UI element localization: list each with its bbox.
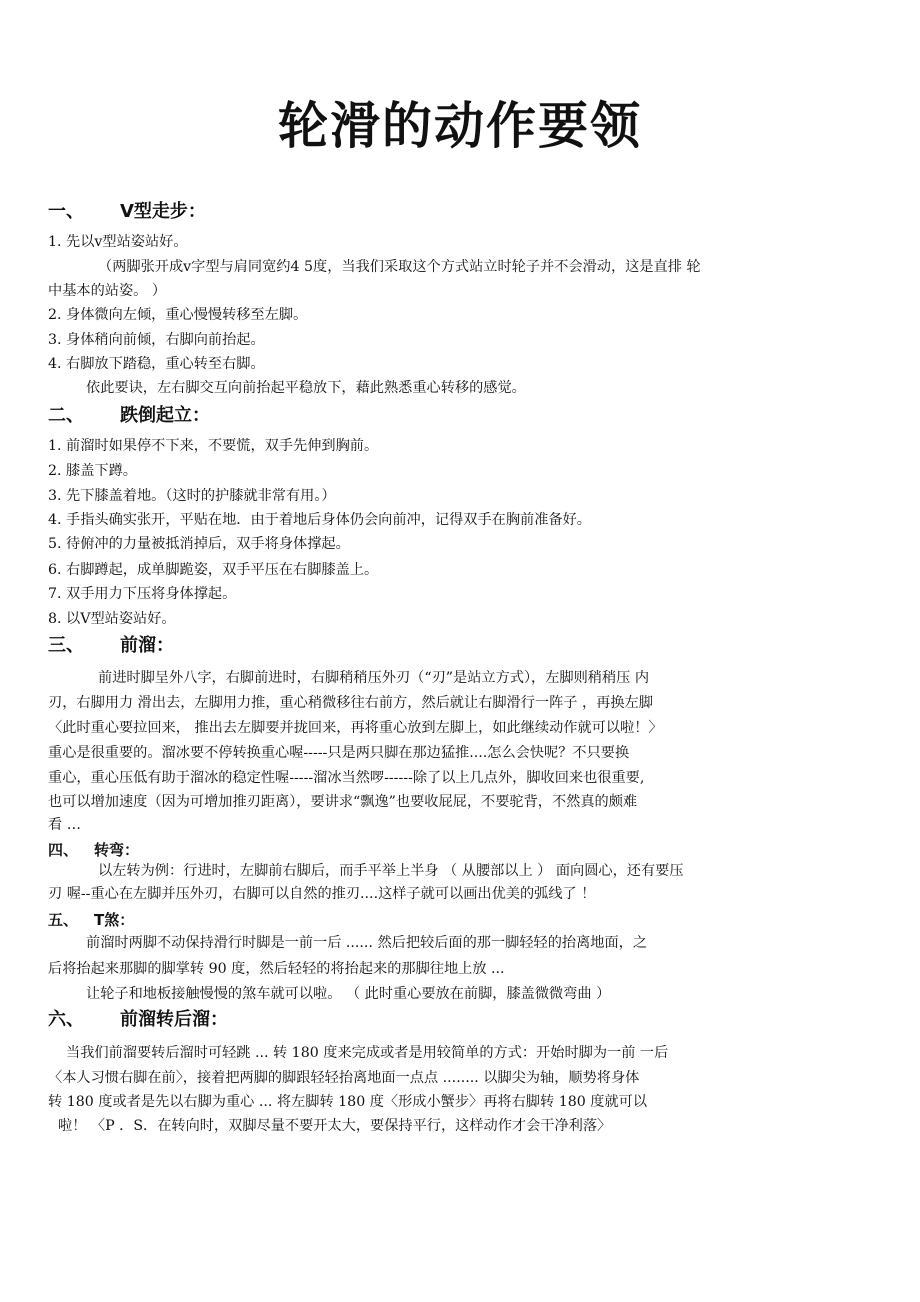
paragraph-line: 让轮子和地板接触慢慢的煞车就可以啦。 （ 此时重心要放在前脚，膝盖微微弯曲 ） [86, 986, 611, 1002]
section-number: 四、 [48, 841, 79, 859]
paragraph-line: 也可以增加速度（因为可增加推刃距离），要讲求“飘逸”也要收屁屁，不要驼背，不然真的颇难 [48, 794, 638, 810]
section-heading-forward-to-backward [48, 1008, 228, 1032]
paragraph-line: 4. 右脚放下踏稳，重心转至右脚。 [48, 356, 265, 372]
section-title: 前溜转后溜： [120, 1009, 228, 1030]
section-number: 五、 [48, 911, 79, 929]
paragraph-line: 重心是很重要的。溜冰要不停转换重心喔-----只是两只脚在那边猛推....怎么会快呢？不只要换 [48, 745, 630, 761]
paragraph-line: 1. 前溜时如果停不下来，不要慌，双手先伸到胸前。 [48, 438, 379, 454]
section-number: 三、 [48, 635, 84, 656]
paragraph-line: 4. 手指头确实张开，平贴在地．由于着地后身体仍会向前冲，记得双手在胸前准备好。 [48, 512, 591, 528]
section-heading-turning [48, 838, 139, 862]
paragraph-line: 6. 右脚蹲起，成单脚跪姿，双手平压在右脚膝盖上。 [48, 562, 379, 578]
paragraph-line: （两脚张开成v字型与肩同宽约4 5度，当我们采取这个方式站立时轮子并不会滑动，这是直排 轮 [98, 259, 701, 275]
section-heading-v-walk [48, 200, 206, 224]
paragraph-line: 3. 先下膝盖着地。（这时的护膝就非常有用。） [48, 488, 336, 504]
paragraph-line: 7. 双手用力下压将身体撑起。 [48, 586, 237, 602]
paragraph-line: 依此要诀，左右脚交互向前抬起平稳放下，藉此熟悉重心转移的感觉。 [86, 380, 526, 396]
paragraph-line: 重心，重心压低有助于溜冰的稳定性喔-----溜冰当然啰------除了以上几点外，脚收回来也很重要, [48, 770, 645, 786]
section-title: T煞： [94, 911, 135, 929]
paragraph-line: 2. 膝盖下蹲。 [48, 463, 137, 479]
section-title: V型走步： [120, 201, 206, 222]
paragraph-line: 3. 身体稍向前倾，右脚向前抬起。 [48, 332, 265, 348]
paragraph-line: 中基本的站姿。 ） [48, 283, 167, 299]
section-number: 二、 [48, 405, 84, 426]
section-number: 六、 [48, 1009, 84, 1030]
paragraph-line: 前溜时两脚不动保持滑行时脚是一前一后 ...... 然后把较后面的那一脚轻轻的抬离地面，之 [86, 935, 648, 951]
paragraph-line: 刃，右脚用力 滑出去，左脚用力推，重心稍微移往右前方，然后就让右脚滑行一阵子 ，再换左脚 [48, 695, 653, 711]
section-heading-forward-glide [48, 634, 174, 658]
paragraph-line: 〈本人习惯右脚在前〉，接着把两脚的脚跟轻轻抬离地面一点点 ........ 以脚尖为轴，顺势将身体 [48, 1070, 640, 1086]
paragraph-line: 看 … [48, 817, 81, 833]
section-title: 转弯： [94, 841, 140, 859]
paragraph-line: 转 180 度或者是先以右脚为重心 ... 将左脚转 180 度〈形成小蟹步〉再将右脚转 180 度就可以 [48, 1094, 648, 1110]
paragraph-line: 1. 先以v型站姿站好。 [48, 234, 188, 250]
paragraph-line: 后将抬起来那脚的脚掌转 90 度，然后轻轻的将抬起来的那脚往地上放 ... [48, 961, 505, 977]
paragraph-line: 刃 喔--重心在左脚并压外刃，右脚可以自然的推刃....这样子就可以画出优美的弧线了 ！ [48, 886, 596, 902]
section-title: 前溜： [120, 635, 174, 656]
paragraph-line: 前进时脚呈外八字，右脚前进时，右脚稍稍压外刃（“刃”是站立方式），左脚则稍稍压 内 [98, 670, 650, 686]
paragraph-line: 5. 待俯冲的力量被抵消掉后，双手将身体撑起。 [48, 536, 350, 552]
paragraph-line: 8. 以V型站姿站好。 [48, 611, 176, 627]
paragraph-line: 以左转为例：行进时，左脚前右脚后，而手平举上半身 （ 从腰部以上 ） 面向圆心，还有要压 [98, 863, 684, 879]
paragraph-line: 2. 身体微向左倾，重心慢慢转移至左脚。 [48, 307, 308, 323]
paragraph-line: 当我们前溜要转后溜时可轻跳 ... 转 180 度来完成或者是用较简单的方式：开始时脚为一前 一后 [66, 1045, 669, 1061]
section-heading-t-stop [48, 908, 134, 932]
section-number: 一、 [48, 201, 84, 222]
section-title: 跌倒起立： [120, 405, 210, 426]
section-heading-fall-recovery [48, 404, 210, 428]
paragraph-line: 〈此时重心要拉回来， 推出去左脚要并拢回来，再将重心放到左脚上，如此继续动作就可以啦！〉 [48, 720, 663, 736]
page-title: 轮滑的动作要领 [278, 97, 642, 155]
paragraph-line: 啦！ 〈P ．S．在转向时，双脚尽量不要开太大，要保持平行，这样动作才会干净利落〉 [58, 1118, 612, 1134]
